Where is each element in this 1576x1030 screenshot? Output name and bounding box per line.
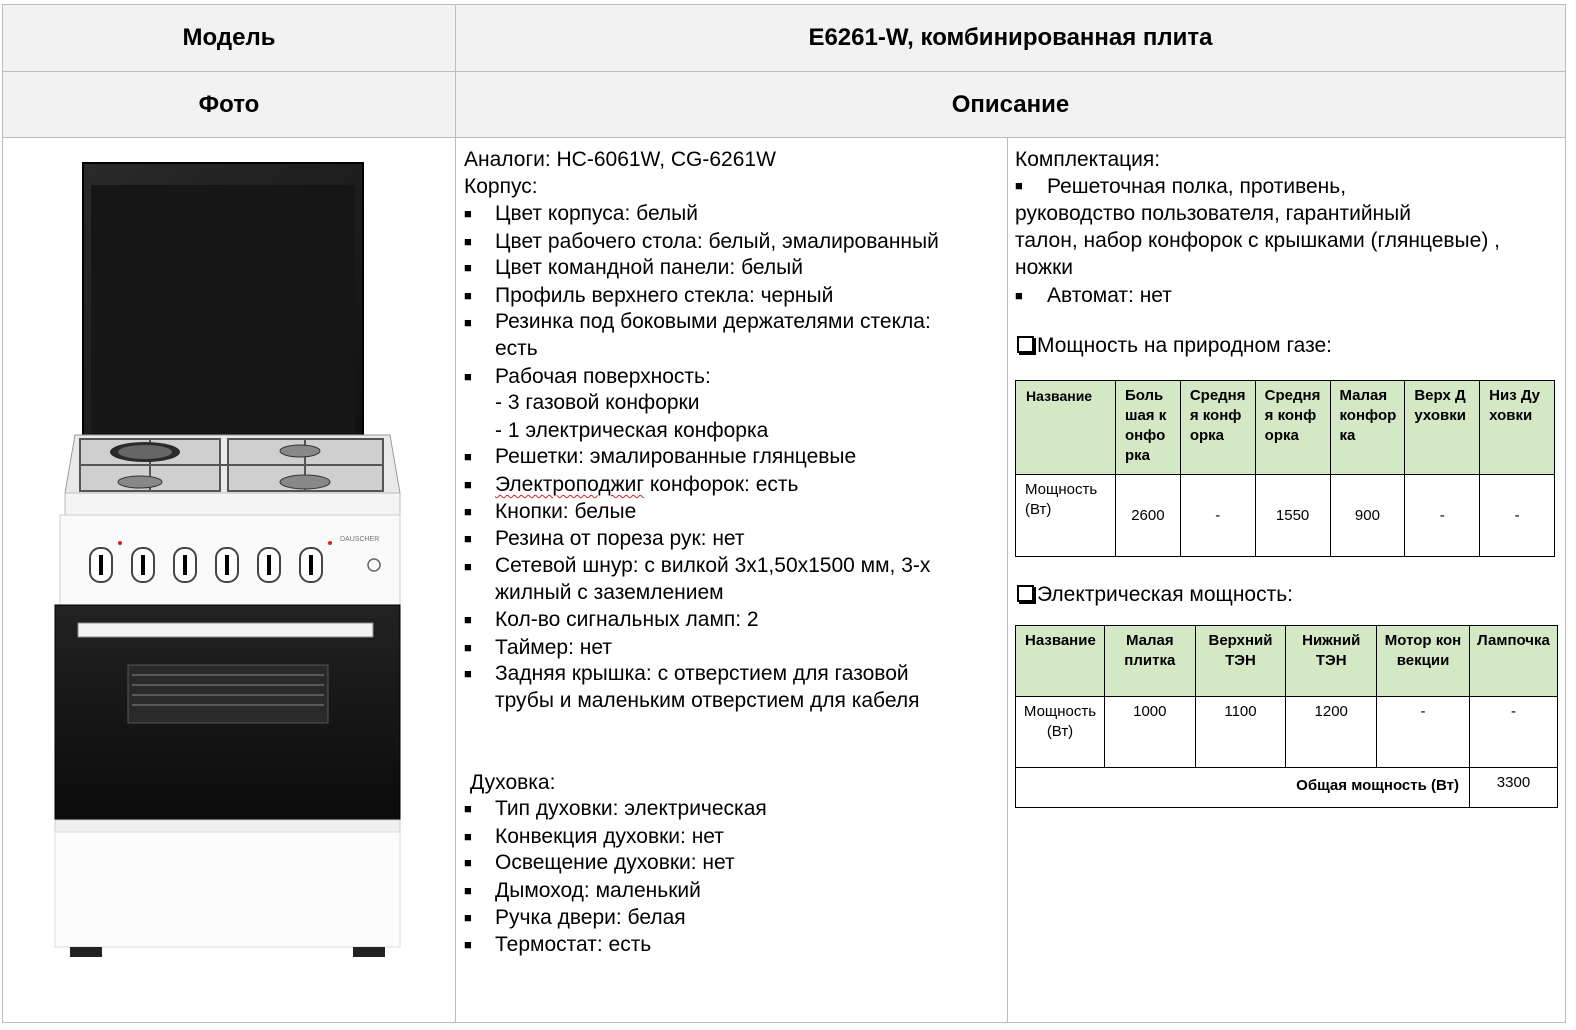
bullet (464, 504, 472, 519)
bullet (464, 449, 472, 464)
bullet (464, 855, 472, 870)
bullet (464, 315, 472, 330)
table-cell: 1100 (1224, 703, 1257, 720)
elec-power-title (1017, 581, 1293, 608)
table-row-label: Мощность (Вт) (1025, 481, 1098, 518)
table-cell: - (1510, 703, 1516, 720)
bullet (464, 801, 472, 816)
table-header-cell: Малая плитка (1124, 632, 1176, 669)
grid-line (455, 4, 456, 1023)
table-row-label: Мощность (Вт) (1023, 703, 1097, 740)
oven-label: Духовка: (470, 771, 556, 794)
body-subitem: - 1 электрическая конфорка (495, 419, 769, 442)
table-cell: 1550 (1255, 475, 1330, 557)
grid-line (1007, 137, 1008, 1023)
body-label: Корпус: (464, 175, 538, 198)
grid-line (2, 137, 1566, 138)
model-value: E6261-W, комбинированная плита (456, 5, 1565, 71)
oven-item: Термостат: есть (495, 933, 652, 956)
checkbox-bullet-icon (1017, 336, 1034, 353)
description-label: Описание (456, 72, 1565, 137)
table-header-cell: Верх Духовки (1414, 387, 1466, 424)
body-item: Кол-во сигнальных ламп: 2 (495, 608, 759, 631)
kit-line: талон, набор конфорок с крышками (глянцевые) , (1015, 229, 1500, 252)
body-item: Рабочая поверхность: (495, 365, 711, 388)
table-cell: 900 (1330, 475, 1405, 557)
bullet (464, 910, 472, 925)
gas-power-table (1015, 380, 1555, 557)
oven-item: Дымоход: маленький (495, 879, 701, 902)
body-item: Цвет рабочего стола: белый, эмалированный (495, 230, 939, 253)
body-item (495, 471, 798, 498)
bullet (464, 369, 472, 384)
table-cell: 1200 (1314, 703, 1348, 720)
bullet (1015, 178, 1023, 193)
grid-line (1565, 4, 1566, 1023)
table-header-cell: Мотор конвекции (1384, 632, 1462, 669)
elec-power-table (1015, 625, 1558, 808)
checkbox-bullet-icon (1017, 585, 1034, 602)
table-cell: - (1180, 475, 1255, 557)
table-header-cell: Верхний ТЭН (1208, 632, 1273, 669)
table-header-cell: Нижний ТЭН (1302, 632, 1361, 669)
bullet (464, 531, 472, 546)
elec-power-title-text: Электрическая мощность: (1037, 583, 1293, 606)
table-total-row (1016, 768, 1558, 808)
bullet (464, 883, 472, 898)
spellcheck-word: Электроподжиг (495, 473, 645, 496)
bullet (464, 559, 472, 574)
gas-power-title (1017, 332, 1332, 359)
table-row (1016, 697, 1558, 768)
brand-logo: DAUSCHER (340, 536, 380, 543)
table-header-cell: Лампочка (1477, 632, 1550, 649)
body-item: Цвет корпуса: белый (495, 202, 699, 225)
body-item-cont: трубы и маленьким отверстием для кабеля (495, 689, 920, 712)
model-label: Модель (3, 5, 455, 71)
bullet (464, 288, 472, 303)
bullet (464, 937, 472, 952)
table-cell: 1000 (1133, 703, 1167, 720)
body-item: Решетки: эмалированные глянцевые (495, 445, 857, 468)
table-header-cell: Большая конфорка (1124, 387, 1167, 464)
total-label: Общая мощность (Вт) (1296, 777, 1459, 794)
kit-line: ножки (1015, 256, 1074, 279)
table-cell: 2600 (1115, 475, 1180, 557)
oven-item: Освещение духовки: нет (495, 851, 735, 874)
table-header-cell: Малая конфорка (1339, 387, 1397, 444)
grid-line (2, 4, 3, 1023)
kit-line: Автомат: нет (1047, 284, 1172, 307)
table-header-cell: Средняя конфорка (1189, 387, 1246, 444)
body-item: Резинка под боковыми держателями стекла: (495, 310, 931, 333)
kit-label: Комплектация: (1015, 148, 1161, 171)
oven-item: Тип духовки: электрическая (495, 797, 767, 820)
table-header-row (1016, 626, 1558, 697)
body-subitem: - 3 газовой конфорки (495, 391, 700, 414)
table-header-row (1016, 381, 1555, 475)
body-item: Сетевой шнур: с вилкой 3х1,50х1500 мм, 3-х (495, 554, 931, 577)
kit-line: Решеточная полка, противень, (1047, 175, 1347, 198)
gas-power-title-text: Мощность на природном газе: (1037, 334, 1332, 357)
total-value: 3300 (1496, 774, 1531, 791)
body-item-cont: жилный с заземлением (495, 581, 724, 604)
body-item-rest: конфорок: есть (644, 473, 799, 496)
bullet (464, 640, 472, 655)
table-header-cell: Название (1025, 632, 1096, 649)
oven-item: Конвекция духовки: нет (495, 825, 724, 848)
analogs: Аналоги: HC-6061W, CG-6261W (464, 148, 776, 171)
table-header-cell: Средняя конфорка (1264, 387, 1321, 444)
bullet (464, 234, 472, 249)
body-item: Резина от пореза рук: нет (495, 527, 745, 550)
bullet (1015, 288, 1023, 303)
body-item: Таймер: нет (495, 636, 612, 659)
bullet (464, 477, 472, 492)
bullet (464, 206, 472, 221)
photo-label: Фото (3, 72, 455, 137)
body-item: Кнопки: белые (495, 500, 637, 523)
grid-line (2, 1022, 1566, 1023)
table-cell: - (1420, 703, 1426, 720)
body-item: Цвет командной панели: белый (495, 256, 803, 279)
product-photo (40, 155, 420, 975)
table-header-cell: Название (1026, 388, 1093, 404)
table-row (1016, 475, 1555, 557)
bullet (464, 666, 472, 681)
body-item: Профиль верхнего стекла: черный (495, 284, 834, 307)
oven-item: Ручка двери: белая (495, 906, 686, 929)
table-cell: - (1480, 475, 1555, 557)
body-item: Задняя крышка: с отверстием для газовой (495, 662, 909, 685)
bullet (464, 260, 472, 275)
body-item-cont: есть (495, 337, 538, 360)
table-cell: - (1405, 475, 1480, 557)
bullet (464, 829, 472, 844)
bullet (464, 612, 472, 627)
kit-line: руководство пользователя, гарантийный (1015, 202, 1411, 225)
table-header-cell: Низ Духовки (1489, 387, 1541, 424)
